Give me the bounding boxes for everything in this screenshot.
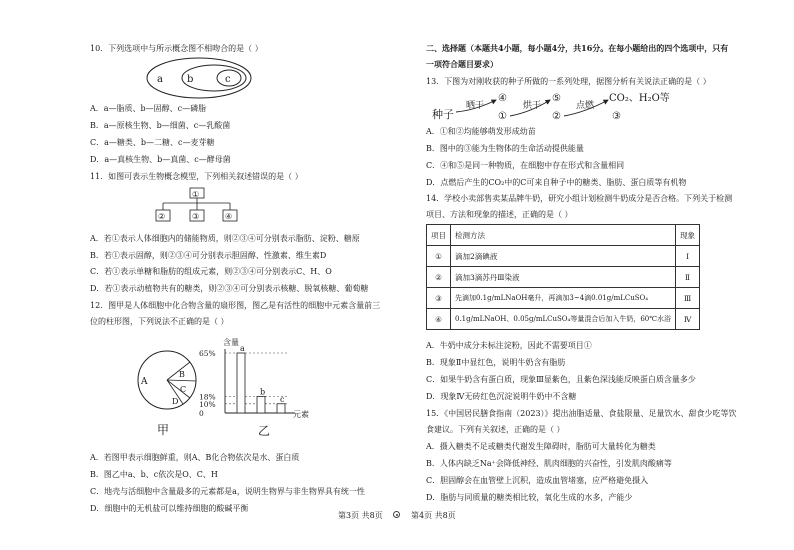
table-cell: ③ [427,288,451,309]
flow-step3-label: 点燃 [576,101,595,111]
q14-option-d: D．现象Ⅳ无砖红色沉淀说明牛奶中不含糖 [426,392,577,401]
q12-bar-chart [195,335,325,445]
table-row [427,309,700,330]
q14-option-a: A．牛奶中成分未标注淀粉，因此不需要项目① [426,341,592,350]
node-2-label: ② [158,212,166,221]
q11-option-c: C．若①表示单糖和脂肪的组成元素，则②③④可分别表示C、H、O [90,267,332,276]
set-a-label: a [157,74,163,85]
table-header: 检测方法 [451,225,676,246]
page-number-right: 第4页 共8页 [411,511,456,520]
q14-stem-line2: 项目、方法和现象的描述，正确的是（ ） [426,210,573,219]
q13-option-a: A．①和②均能够萌发形成幼苗 [426,127,536,136]
bar-c [277,404,285,413]
bar-caption: 乙 [258,424,271,438]
q14-option-b: B．现象Ⅱ中显红色，说明牛奶含有脂肪 [426,358,566,367]
bar-xlabel: 元素 [293,410,309,419]
pie-label-c: C [180,385,187,394]
page-number-left: 第3页 共8页 [338,511,383,520]
bar-b [257,396,265,413]
q12-option-b: B．图乙中a、b、c依次是O、C、H [90,470,218,479]
q11-stem: 11．如图可表示生物概念模型，下列相关叙述错误的是（ ） [90,172,303,181]
table-cell: ② [427,267,451,288]
q10-concept-diagram [145,57,255,103]
set-b-label: b [187,74,194,85]
pie-divider-2 [167,380,196,381]
q13-option-c: C．④和⑤是同一种物质，在细胞中存在形式和含量相同 [426,161,625,170]
table-cell: ① [427,246,451,267]
section-heading-line1: 二、选择题（本题共4小题，每小题4分，共16分。在每小题给出的四个选项中，只有 [426,43,729,53]
flow-n3: ③ [612,111,621,122]
q13-flow-diagram [426,90,676,124]
table-header: 项目 [427,225,451,246]
q12-option-c: C．地壳与活细胞中含量最多的元素都是a，说明生物界与非生物界具有统一性 [90,487,365,496]
table-cell: 先滴加0.1g/mLNaOH毫升，再滴加3~4滴0.01g/mLCuSO₄ [451,288,676,309]
q12-option-d: D．细胞中的无机盐可以维持细胞的酸碱平衡 [90,504,249,513]
table-cell: ④ [427,309,451,330]
q12-stem-line1: 12．图甲是人体细胞中化合物含量的扇形图，图乙是有活性的细胞中元素含量前三 [90,301,381,310]
q15-option-d: D．脂肪与同质量的糖类相比较，氧化生成的水多，产能少 [426,493,633,502]
pie-divider-3 [167,380,190,398]
table-header-row [427,225,700,246]
q11-option-b: B．若①表示固醇，则②③④可分别表示胆固醇、性激素、维生素D [90,251,327,260]
flow-out1: ① [498,111,507,122]
bar-label-a: a [240,344,245,353]
q11-option-a: A．若①表示人体细胞内的储能物质，则②③④可分别表示脂肪、淀粉、糖原 [90,234,360,243]
q15-stem-line1: 15．《中国居民膳食指南（2023）》提出油脂适量、食盐限量、足量饮水、甜食少吃等饮 [426,409,737,418]
table-cell: 0.1g/mLNaOH、0.05g/mLCuSO₄等量混合后加入牛奶，60℃水浴 [451,309,676,330]
flow-step1-label: 晒干 [466,101,485,111]
flow-out2: ② [552,111,561,122]
flow-n1: ④ [498,93,507,104]
table-row [427,267,700,288]
flow-products: CO₂、H₂O等 [609,93,670,104]
q11-option-d: D．若①表示动植物共有的糖类，则②③④可分别表示核糖、脱氧核糖、葡萄糖 [90,284,369,293]
bar-label-b: b [260,387,266,397]
bar-a [237,353,245,413]
q10-option-d: D．a—真核生物、b—真菌、c—酵母菌 [90,155,231,164]
pie-label-b: B [179,370,185,379]
pie-caption: 甲 [157,423,170,437]
q11-tree-diagram [150,188,250,228]
q10-option-b: B．a—原核生物、b—细菌、c—乳酸菌 [90,121,231,130]
table-row [427,288,700,309]
table-cell: Ⅲ [676,288,700,309]
q13-stem: 13．下图为对刚收获的种子所做的一系列处理，据图分析有关说法正确的是（ ） [426,77,711,86]
q14-stem-line1: 14．学校小卖部售卖某品牌牛奶，研究小组计划检测牛奶成分是否合格。下列关于检测 [426,194,733,203]
table-cell: Ⅳ [676,309,700,330]
q12-option-a: A．若图甲表示细胞鲜重，则A、B化合物依次是水、蛋白质 [90,453,300,462]
flow-step2-label: 烘干 [523,101,542,111]
node-3-label: ③ [192,212,200,221]
set-c-label: c [225,74,231,85]
bar-label-c: c [280,394,285,404]
q15-option-c: C．胆固醇会在血管壁上沉积，造成血管堵塞，应严格避免摄入 [426,476,649,485]
bar-tick-label: 10% [199,399,216,409]
node-4-label: ④ [225,212,233,221]
bar-tick-label: 65% [199,349,216,358]
q14-table [426,224,700,330]
flow-start: 种子 [432,108,454,121]
page-binding-dot-icon [393,511,400,518]
pie-label-d: D [172,397,179,406]
table-cell: Ⅱ [676,267,700,288]
node-1-label: ① [192,190,200,199]
table-header: 现象 [676,225,700,246]
q13-option-b: B．图中的③能为生物体的生命活动提供能量 [426,144,584,153]
bar-ylabel: 含量 [223,338,239,347]
pie-label-a: A [141,377,148,387]
table-cell: 滴加2滴碘液 [451,246,676,267]
q14-option-c: C．如果牛奶含有蛋白质，现象Ⅲ显紫色，且紫色深浅能反映蛋白质含量多少 [426,375,696,384]
q15-option-b: B．人体内缺乏Na⁺会降低神经、肌肉细胞的兴奋性，引发肌肉酸痛等 [426,459,672,468]
table-cell: 滴加3滴苏丹Ⅲ染液 [451,267,676,288]
section-heading-line2: 一项符合题目要求） [426,59,498,69]
q10-option-c: C．a—糖类、b—二糖、c—麦芽糖 [90,138,215,147]
q15-option-a: A．摄入糖类不足或糖类代谢发生障碍时，脂肪可大量转化为糖类 [426,442,656,451]
table-cell: Ⅰ [676,246,700,267]
q10-stem: 10．下列选项中与所示概念图不相吻合的是（ ） [90,44,263,53]
bar-tick-label: 0 [199,409,204,418]
bar-tick-label: 18% [199,392,216,402]
q15-stem-line2: 食建议。下列有关叙述，正确的是（ ） [426,425,565,434]
q10-option-a: A．a—脂质、b—固醇、c—磷脂 [90,104,207,113]
table-row [427,246,700,267]
q12-stem-line2: 位的柱形图，下列说法不正确的是（ ） [90,317,229,326]
flow-n2: ⑤ [552,93,561,104]
q13-option-d: D．点燃后产生的CO₂中的C可来自种子中的糖类、脂肪、蛋白质等有机物 [426,178,687,187]
